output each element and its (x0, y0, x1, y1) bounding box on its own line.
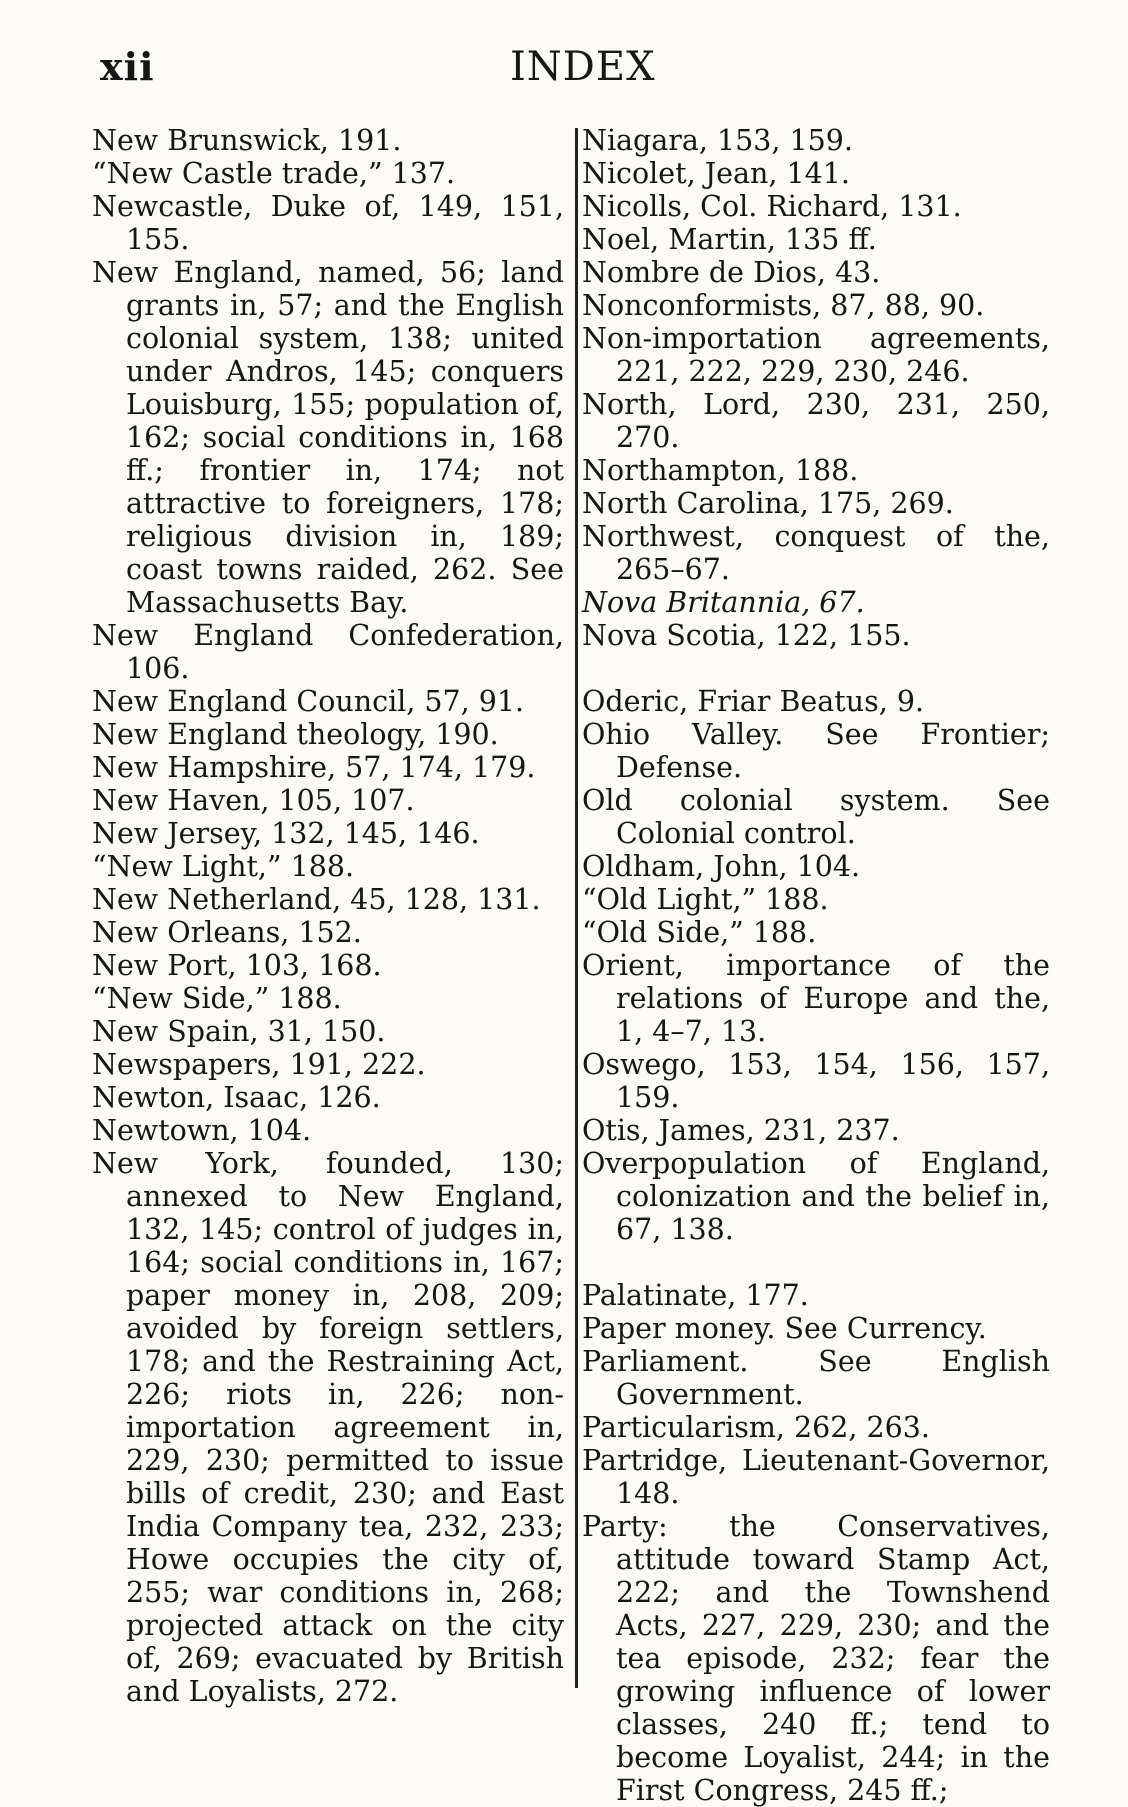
index-entry: New England Confederation, 106. (92, 619, 564, 685)
index-entry: New Brunswick, 191. (92, 124, 402, 157)
index-entry: New Netherland, 45, 128, 131. (92, 883, 541, 916)
index-entry: Nova Scotia, 122, 155. (582, 619, 911, 652)
index-entry: “New Side,” 188. (92, 982, 342, 1015)
index-column-right (582, 124, 1050, 1807)
index-entry: “Old Light,” 188. (582, 883, 829, 916)
index-entry: Nonconformists, 87, 88, 90. (582, 289, 985, 322)
index-entry: New Orleans, 152. (92, 916, 362, 949)
letter-group-gap (582, 652, 1050, 685)
index-entry: Oderic, Friar Beatus, 9. (582, 685, 925, 718)
index-entry: New Port, 103, 168. (92, 949, 382, 982)
page-number: xii (100, 44, 155, 89)
index-entry: Niagara, 153, 159. (582, 124, 853, 157)
index-entry: Oswego, 153, 154, 156, 157, 159. (582, 1048, 1050, 1114)
index-entry: Nicolet, Jean, 141. (582, 157, 850, 190)
page-title: INDEX (510, 44, 656, 90)
index-entry: Old colonial system. See Colonial control. (582, 784, 1050, 850)
index-entry: New Hampshire, 57, 174, 179. (92, 751, 536, 784)
index-entry: “New Castle trade,” 137. (92, 157, 456, 190)
letter-group-gap (582, 1246, 1050, 1279)
index-entry: Particularism, 262, 263. (582, 1411, 930, 1444)
index-entry: “Old Side,” 188. (582, 916, 817, 949)
index-entry: Newcastle, Duke of, 149, 151, 155. (92, 190, 564, 256)
index-entry: Party: the Conservatives, attitude toward Stamp Act, 222; and the Townshend Acts, 227, 229, 230; and the tea episode, 232; fear the growing influence of lower classes, 240 ff.; tend to become Loyalist, 244; in the First Congress, 245 ff.; (582, 1510, 1050, 1807)
index-entry: Ohio Valley. See Frontier; Defense. (582, 718, 1050, 784)
index-entry: New Jersey, 132, 145, 146. (92, 817, 480, 850)
index-entry: Newton, Isaac, 126. (92, 1081, 381, 1114)
index-entry: Partridge, Lieutenant-Governor, 148. (582, 1444, 1050, 1510)
index-entry: Nombre de Dios, 43. (582, 256, 881, 289)
index-entry: New York, founded, 130; annexed to New England, 132, 145; control of judges in, 164; social conditions in, 167; paper money in, 208, 209; avoided by foreign settlers, 178; and the Restraining Act, 226; riots in, 226; non-importation agreement in, 229, 230; permitted to issue bills of credit, 230; and East India Company tea, 232, 233; Howe occupies the city of, 255; war conditions in, 268; projected attack on the city of, 269; evacuated by British and Loyalists, 272. (92, 1147, 564, 1708)
index-entry: New Spain, 31, 150. (92, 1015, 386, 1048)
index-entry: Northwest, conquest of the, 265–67. (582, 520, 1050, 586)
index-entry: Overpopulation of England, colonization and the belief in, 67, 138. (582, 1147, 1050, 1246)
index-entry: Nova Britannia, 67. (582, 586, 865, 619)
index-entry: North, Lord, 230, 231, 250, 270. (582, 388, 1050, 454)
column-divider (575, 128, 578, 1688)
index-entry: New Haven, 105, 107. (92, 784, 415, 817)
index-entry: New England, named, 56; land grants in, 57; and the English colonial system, 138; united under Andros, 145; conquers Louisburg, 155; population of, 162; social conditions in, 168 ff.; frontier in, 174; not attractive to foreigners, 178; religious division in, 189; coast towns raided, 262. See Massachusetts Bay. (92, 256, 564, 619)
index-entry: New England Council, 57, 91. (92, 685, 525, 718)
index-entry: Non-importation agreements, 221, 222, 229, 230, 246. (582, 322, 1050, 388)
index-entry: New England theology, 190. (92, 718, 499, 751)
index-entry: Nicolls, Col. Richard, 131. (582, 190, 962, 223)
index-entry: North Carolina, 175, 269. (582, 487, 954, 520)
index-entry: “New Light,” 188. (92, 850, 355, 883)
index-entry: Noel, Martin, 135 ff. (582, 223, 877, 256)
index-entry: Newspapers, 191, 222. (92, 1048, 426, 1081)
index-entry: Newtown, 104. (92, 1114, 312, 1147)
index-entry: Parliament. See English Government. (582, 1345, 1050, 1411)
index-entry: Otis, James, 231, 237. (582, 1114, 900, 1147)
page-header (100, 44, 1068, 104)
index-entry: Palatinate, 177. (582, 1279, 809, 1312)
index-entry: Oldham, John, 104. (582, 850, 861, 883)
index-entry: Paper money. See Currency. (582, 1312, 987, 1345)
index-entry: Northampton, 188. (582, 454, 859, 487)
index-column-left (92, 124, 564, 1708)
index-entry: Orient, importance of the relations of Europe and the, 1, 4–7, 13. (582, 949, 1050, 1048)
